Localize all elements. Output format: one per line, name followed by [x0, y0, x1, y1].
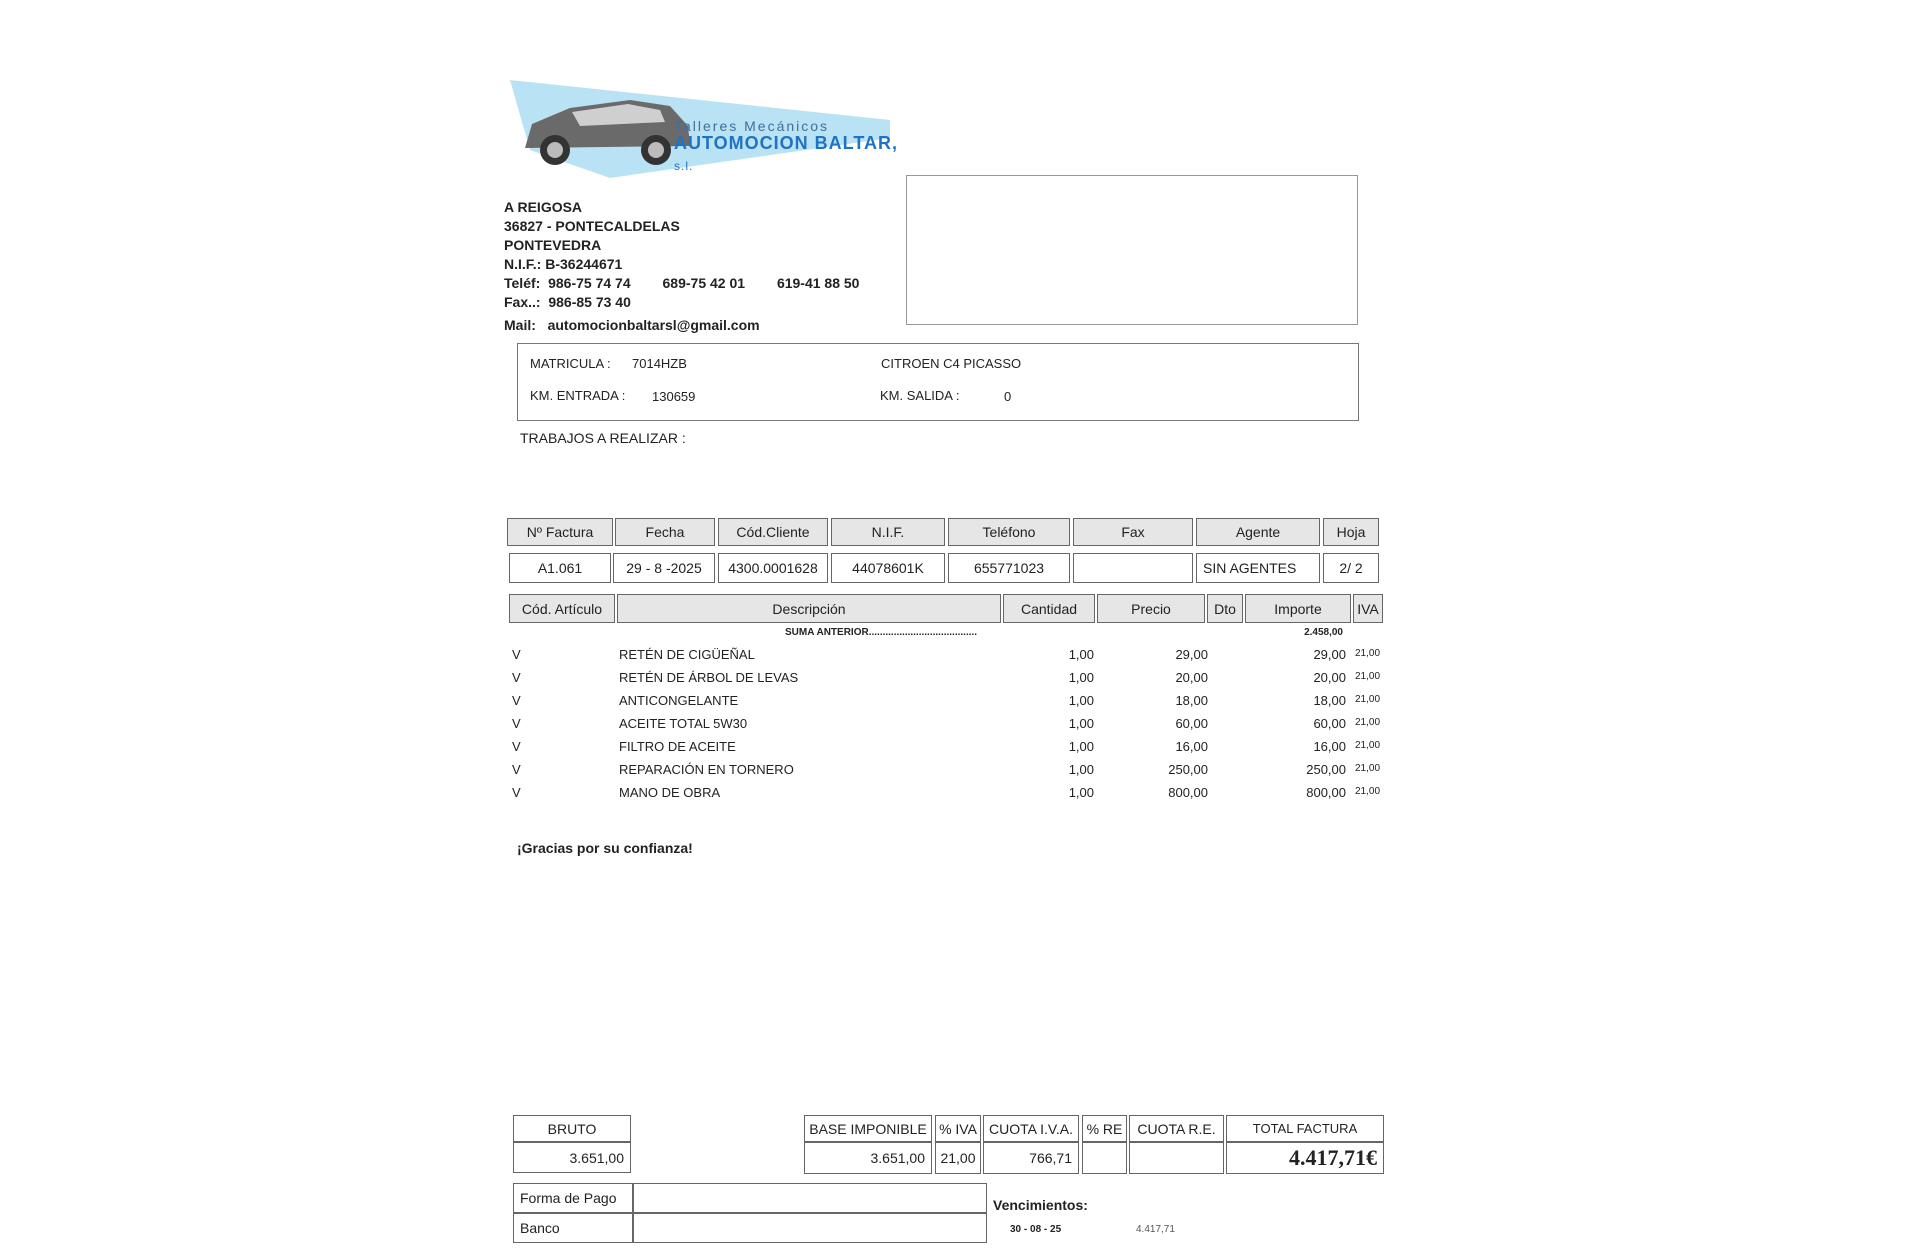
item-desc: ANTICONGELANTE — [619, 693, 739, 708]
cuota-re-label: CUOTA R.E. — [1129, 1115, 1224, 1142]
item-qty: 1,00 — [1068, 739, 1094, 754]
item-code: V — [512, 716, 521, 731]
hdr-importe: Importe — [1245, 594, 1351, 623]
val-hoja: 2/ 2 — [1323, 553, 1379, 583]
list-item — [0, 716, 1920, 738]
km-salida-value: 0 — [1004, 389, 1012, 404]
hdr-dto: Dto — [1207, 594, 1243, 623]
item-price: 29,00 — [1175, 647, 1208, 662]
item-desc: FILTRO DE ACEITE — [619, 739, 736, 754]
item-iva: 21,00 — [1355, 671, 1381, 682]
item-desc: REPARACIÓN EN TORNERO — [619, 762, 794, 777]
logo-tagline: Talleres Mecánicos — [674, 118, 830, 134]
item-code: V — [512, 739, 521, 754]
nif-value: B-36244671 — [545, 256, 623, 272]
address-line-2: 36827 - PONTECALDELAS — [504, 218, 680, 234]
pct-re-label: % RE — [1082, 1115, 1127, 1142]
val-fecha: 29 - 8 -2025 — [613, 553, 715, 583]
item-price: 18,00 — [1175, 693, 1208, 708]
cuota-iva-label: CUOTA I.V.A. — [983, 1115, 1079, 1142]
nif-label: N.I.F.: — [504, 256, 542, 272]
base-imponible-label: BASE IMPONIBLE — [804, 1115, 932, 1142]
total-factura-value: 4.417,71€ — [1226, 1142, 1384, 1174]
matricula-value: 7014HZB — [632, 356, 687, 371]
phone-line — [504, 274, 859, 293]
vencimientos-label: Vencimientos: — [993, 1197, 1088, 1213]
hdr-descripcion: Descripción — [617, 594, 1001, 623]
item-price: 800,00 — [1168, 785, 1208, 800]
hdr-agente: Agente — [1196, 518, 1320, 546]
item-iva: 21,00 — [1355, 786, 1381, 797]
bruto-value: 3.651,00 — [513, 1142, 631, 1173]
item-price: 16,00 — [1175, 739, 1208, 754]
val-fax — [1073, 553, 1193, 583]
item-qty: 1,00 — [1068, 716, 1094, 731]
hdr-iva: IVA — [1353, 594, 1383, 623]
phone-2: 689-75 42 01 — [662, 275, 746, 291]
hdr-cod-cliente: Cód.Cliente — [718, 518, 828, 546]
item-iva: 21,00 — [1355, 694, 1381, 705]
suma-anterior-label: SUMA ANTERIOR....................................... — [785, 627, 978, 638]
address-line-3: PONTEVEDRA — [504, 237, 602, 253]
vehicle-box — [517, 343, 1359, 421]
val-num-factura: A1.061 — [509, 553, 611, 583]
vencimiento-amount: 4.417,71 — [1136, 1224, 1175, 1235]
hdr-fecha: Fecha — [615, 518, 715, 546]
hdr-cantidad: Cantidad — [1003, 594, 1095, 623]
phone-label: Teléf: — [504, 275, 541, 291]
item-amount: 29,00 — [1313, 647, 1346, 662]
item-qty: 1,00 — [1068, 647, 1094, 662]
item-code: V — [512, 670, 521, 685]
matricula-label: MATRICULA : — [530, 356, 611, 371]
item-iva: 21,00 — [1355, 763, 1381, 774]
list-item — [0, 785, 1920, 807]
list-item — [0, 647, 1920, 669]
hdr-fax: Fax — [1073, 518, 1193, 546]
fax-line — [504, 293, 859, 312]
item-desc: MANO DE OBRA — [619, 785, 721, 800]
pct-iva-label: % IVA — [935, 1115, 981, 1142]
item-code: V — [512, 693, 521, 708]
item-desc: ACEITE TOTAL 5W30 — [619, 716, 748, 731]
mail-value: automocionbaltarsl@gmail.com — [547, 317, 760, 333]
banco-value — [633, 1213, 987, 1243]
list-item — [0, 762, 1920, 784]
phone-3: 619-41 88 50 — [776, 275, 860, 291]
km-entrada-value: 130659 — [652, 389, 696, 404]
hdr-cod-articulo: Cód. Artículo — [509, 594, 615, 623]
item-code: V — [512, 785, 521, 800]
val-agente: SIN AGENTES — [1196, 553, 1320, 583]
nif-line — [504, 255, 859, 274]
list-item — [0, 670, 1920, 692]
base-imponible-value: 3.651,00 — [804, 1142, 932, 1174]
cuota-re-value — [1129, 1142, 1224, 1174]
km-salida-label: KM. SALIDA : — [880, 388, 960, 403]
pct-re-value — [1082, 1142, 1127, 1174]
item-qty: 1,00 — [1068, 670, 1094, 685]
vehicle-model: CITROEN C4 PICASSO — [881, 356, 1022, 371]
hdr-nif: N.I.F. — [831, 518, 945, 546]
company-logo — [510, 80, 900, 180]
item-price: 250,00 — [1168, 762, 1208, 777]
item-qty: 1,00 — [1068, 762, 1094, 777]
logo-name-text: AUTOMOCION BALTAR, — [674, 133, 898, 153]
item-amount: 800,00 — [1306, 785, 1346, 800]
vencimiento-date: 30 - 08 - 25 — [1010, 1224, 1062, 1235]
fax-label: Fax..: — [504, 294, 541, 310]
item-code: V — [512, 647, 521, 662]
hdr-telefono: Teléfono — [948, 518, 1070, 546]
hdr-hoja: Hoja — [1323, 518, 1379, 546]
item-iva: 21,00 — [1355, 740, 1381, 751]
val-nif: 44078601K — [831, 553, 945, 583]
bruto-label: BRUTO — [513, 1115, 631, 1142]
mail-label: Mail: — [504, 317, 536, 333]
client-address-box — [906, 175, 1358, 325]
company-address — [504, 198, 859, 335]
item-amount: 60,00 — [1313, 716, 1346, 731]
hdr-num-factura: Nº Factura — [507, 518, 613, 546]
val-telefono: 655771023 — [948, 553, 1070, 583]
item-iva: 21,00 — [1355, 717, 1381, 728]
list-item — [0, 739, 1920, 761]
trabajos-label: TRABAJOS A REALIZAR : — [520, 430, 686, 446]
forma-pago-label: Forma de Pago — [513, 1183, 633, 1213]
item-price: 60,00 — [1175, 716, 1208, 731]
address-line-1: A REIGOSA — [504, 199, 583, 215]
km-entrada-label: KM. ENTRADA : — [530, 388, 626, 403]
val-cod-cliente: 4300.0001628 — [718, 553, 828, 583]
logo-company-name — [674, 133, 900, 175]
item-price: 20,00 — [1175, 670, 1208, 685]
thanks-message: ¡Gracias por su confianza! — [517, 840, 693, 856]
item-amount: 250,00 — [1306, 762, 1346, 777]
banco-label: Banco — [513, 1213, 633, 1243]
cuota-iva-value: 766,71 — [983, 1142, 1079, 1174]
list-item — [0, 693, 1920, 715]
item-qty: 1,00 — [1068, 693, 1094, 708]
logo-suffix: s.l. — [674, 159, 694, 173]
item-code: V — [512, 762, 521, 777]
forma-pago-value — [633, 1183, 987, 1213]
item-amount: 18,00 — [1313, 693, 1346, 708]
total-factura-label: TOTAL FACTURA — [1226, 1115, 1384, 1142]
mail-line — [504, 316, 859, 335]
fax-value: 986-85 73 40 — [548, 294, 631, 310]
item-desc: RETÉN DE ÁRBOL DE LEVAS — [619, 670, 799, 685]
item-amount: 16,00 — [1313, 739, 1346, 754]
hdr-precio: Precio — [1097, 594, 1205, 623]
item-desc: RETÉN DE CIGÜEÑAL — [619, 647, 755, 662]
phone-1: 986-75 74 74 — [548, 275, 631, 291]
item-amount: 20,00 — [1313, 670, 1346, 685]
suma-anterior-value: 2.458,00 — [1304, 627, 1343, 638]
pct-iva-value: 21,00 — [935, 1142, 981, 1174]
item-iva: 21,00 — [1355, 648, 1381, 659]
item-qty: 1,00 — [1068, 785, 1094, 800]
